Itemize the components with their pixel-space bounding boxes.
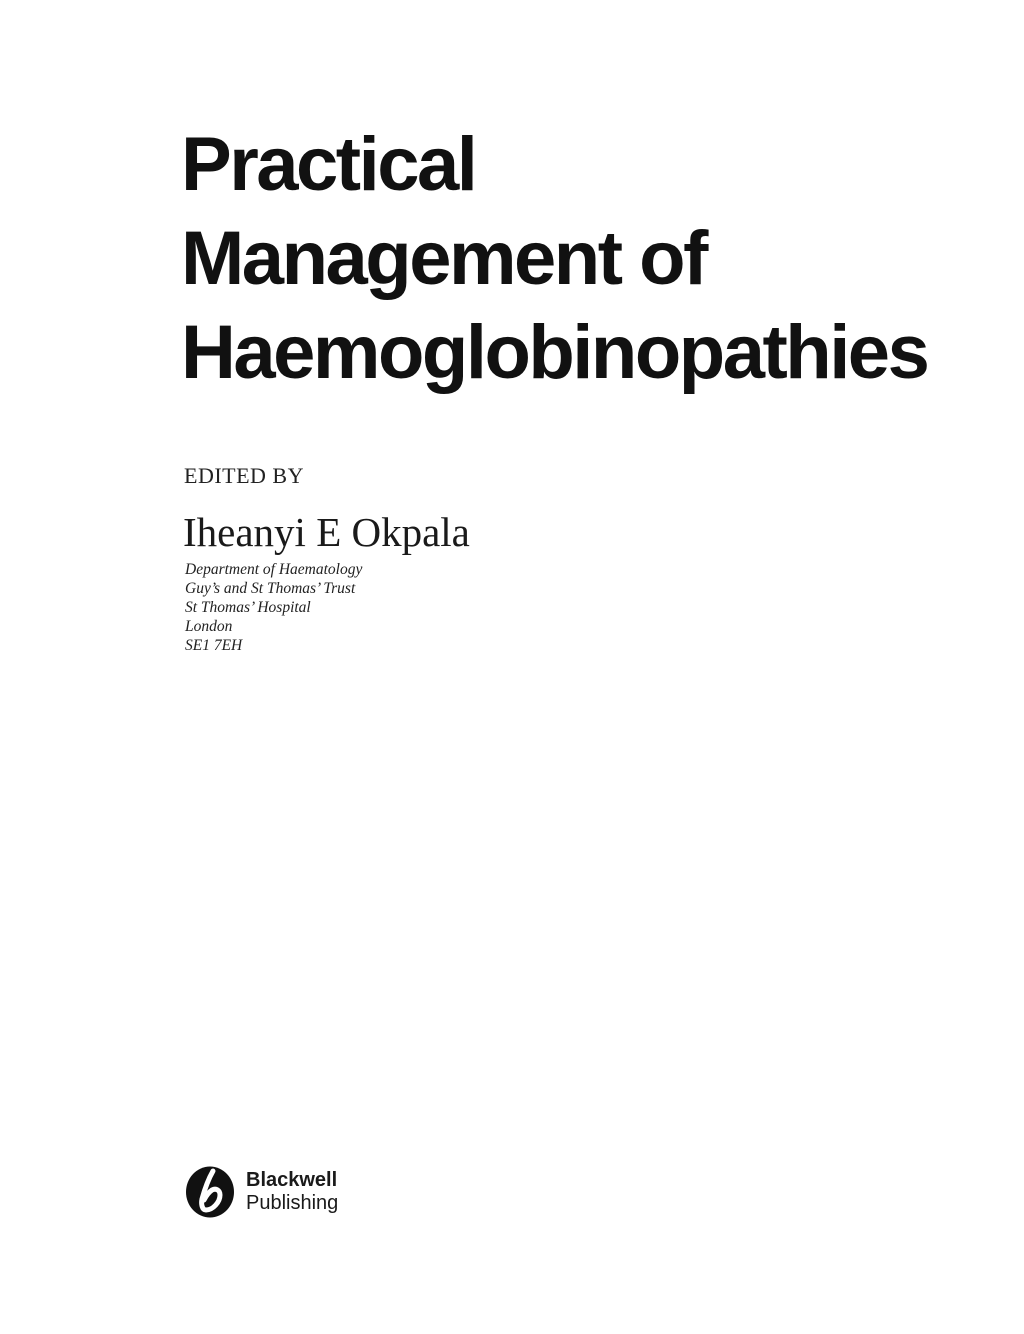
affiliation-postcode: SE1 7EH <box>185 637 243 654</box>
publisher-name-line-1: Blackwell <box>246 1169 338 1191</box>
publisher-imprint <box>184 1165 338 1219</box>
book-title-line-1: Practical <box>181 122 476 207</box>
publisher-name <box>246 1169 338 1215</box>
publisher-name-line-2: Publishing <box>246 1192 339 1214</box>
book-title-line-3: Haemoglobinopathies <box>181 310 928 395</box>
affiliation-city: London <box>185 618 233 635</box>
editor-affiliation <box>185 560 362 655</box>
editor-name: Iheanyi E Okpala <box>183 509 470 555</box>
affiliation-department: Department of Haematology <box>185 561 363 578</box>
edited-by-label: EDITED BY <box>184 463 304 488</box>
blackwell-b-logo-icon <box>184 1165 236 1219</box>
book-title <box>181 118 981 400</box>
affiliation-hospital: St Thomas’ Hospital <box>185 599 311 616</box>
book-title-line-2: Management of <box>181 216 706 301</box>
affiliation-trust: Guy’s and St Thomas’ Trust <box>185 580 356 597</box>
